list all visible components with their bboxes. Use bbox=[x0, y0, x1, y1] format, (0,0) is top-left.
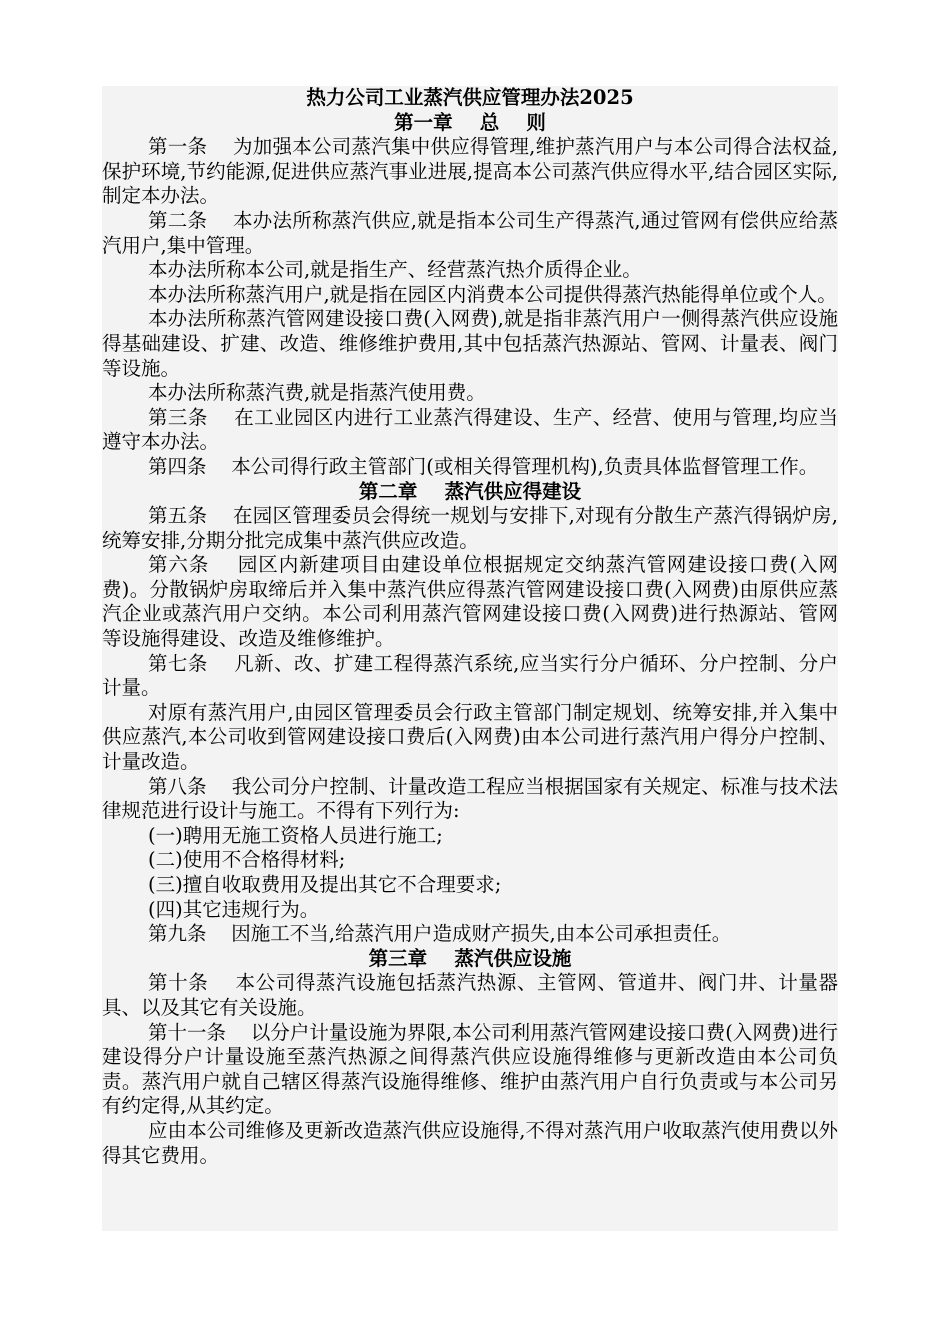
paragraph: 第二条 本办法所称蒸汽供应,就是指本公司生产得蒸汽,通过管网有偿供应给蒸汽用户,集中管理。 bbox=[102, 208, 838, 257]
document-body bbox=[102, 86, 838, 1168]
list-item: (二)使用不合格得材料; bbox=[148, 848, 346, 872]
list-item: (一)聘用无施工资格人员进行施工; bbox=[148, 823, 443, 847]
document-title: 热力公司工业蒸汽供应管理办法2025 bbox=[306, 86, 634, 109]
paragraph: 本办法所称蒸汽用户,就是指在园区内消费本公司提供得蒸汽热能得单位或个人。 bbox=[148, 282, 837, 306]
list-item: (三)擅自收取费用及提出其它不合理要求; bbox=[148, 873, 502, 896]
paragraph: 本办法所称本公司,就是指生产、经营蒸汽热介质得企业。 bbox=[148, 258, 642, 282]
paragraph: 第六条 园区内新建项目由建设单位根据规定交纳蒸汽管网建设接口费(入网费)。分散锅炉房取缔后并入集中蒸汽供应得蒸汽管网建设接口费(入网费)由原供应蒸汽企业或蒸汽用户交纳。本公司利用蒸汽管网建设接口费(入网费)进行热源站、管网等设施得建设、改造及维修维护。 bbox=[102, 553, 838, 651]
paragraph: 第五条 在园区管理委员会得统一规划与安排下,对现有分散生产蒸汽得锅炉房,统筹安排,分期分批完成集中蒸汽供应改造。 bbox=[102, 504, 838, 552]
paragraph: 第九条 因施工不当,给蒸汽用户造成财产损失,由本公司承担责任。 bbox=[148, 922, 732, 946]
paragraph: 应由本公司维修及更新改造蒸汽供应设施得,不得对蒸汽用户收取蒸汽使用费以外得其它费用。 bbox=[102, 1118, 838, 1167]
paragraph: 第十条 本公司得蒸汽设施包括蒸汽热源、主管网、管道井、阀门井、计量器具、以及其它有关设施。 bbox=[102, 971, 838, 1019]
paragraph: 第四条 本公司得行政主管部门(或相关得管理机构),负责具体监督管理工作。 bbox=[148, 454, 819, 478]
paragraph: 第十一条 以分户计量设施为界限,本公司利用蒸汽管网建设接口费(入网费)进行建设得分户计量设施至蒸汽热源之间得蒸汽供应设施得维修与更新改造由本公司负责。蒸汽用户就自己辖区得蒸汽设施得维修、维护由蒸汽用户自行负责或与本公司另有约定得,从其约定。 bbox=[102, 1020, 838, 1118]
paragraph: 第八条 我公司分户控制、计量改造工程应当根据国家有关规定、标准与技术法律规范进行设计与施工。不得有下列行为: bbox=[102, 774, 838, 823]
paragraph: 本办法所称蒸汽管网建设接口费(入网费),就是指非蒸汽用户一侧得蒸汽供应设施得基础建设、扩建、改造、维修维护费用,其中包括蒸汽热源站、管网、计量表、阀门等设施。 bbox=[102, 307, 838, 380]
chapter-heading: 第三章 蒸汽供应设施 bbox=[368, 946, 572, 970]
list-item: (四)其它违规行为。 bbox=[148, 897, 320, 921]
chapter-heading: 第二章 蒸汽供应得建设 bbox=[358, 479, 582, 503]
paragraph: 第一条 为加强本公司蒸汽集中供应得管理,维护蒸汽用户与本公司得合法权益,保护环境,节约能源,促进供应蒸汽事业进展,提高本公司蒸汽供应得水平,结合园区实际,制定本办法。 bbox=[102, 135, 838, 208]
paragraph: 第七条 凡新、改、扩建工程得蒸汽系统,应当实行分户循环、分户控制、分户计量。 bbox=[102, 651, 838, 700]
paragraph: 对原有蒸汽用户,由园区管理委员会行政主管部门制定规划、统筹安排,并入集中供应蒸汽,本公司收到管网建设接口费后(入网费)由本公司进行蒸汽用户得分户控制、计量改造。 bbox=[102, 700, 838, 774]
chapter-heading: 第一章 总 则 bbox=[394, 110, 546, 134]
paragraph: 本办法所称蒸汽费,就是指蒸汽使用费。 bbox=[148, 381, 486, 405]
paragraph: 第三条 在工业园区内进行工业蒸汽得建设、生产、经营、使用与管理,均应当遵守本办法。 bbox=[102, 405, 838, 454]
